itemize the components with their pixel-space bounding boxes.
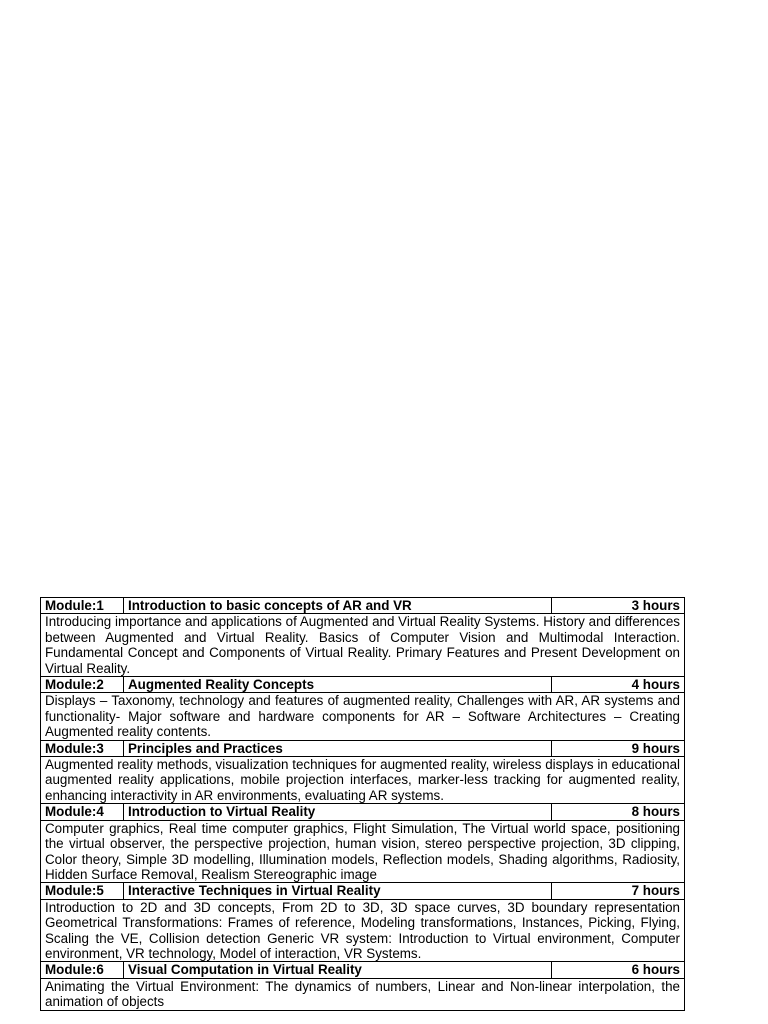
- module-title: Introduction to basic concepts of AR and VR: [124, 598, 552, 614]
- module-title: Visual Computation in Virtual Reality: [124, 962, 552, 978]
- module-title: Introduction to Virtual Reality: [124, 804, 552, 820]
- module-title: Principles and Practices: [124, 740, 552, 756]
- module-content: Introducing importance and applications of Augmented and Virtual Reality Systems. History and differences between Augmented and Virtual Reality. Basics of Computer Vision and Multimodal Interaction. Fundamental Concept and Components of Virtual Reality. Primary Features and Present Development on Virtual Reality.: [41, 614, 685, 677]
- module-content-row: [41, 899, 685, 962]
- module-header-row: [41, 598, 685, 614]
- module-hours: 6 hours: [552, 962, 685, 978]
- module-content-row: [41, 978, 685, 1010]
- module-content: Augmented reality methods, visualization techniques for augmented reality, wireless displays in educational augmented reality applications, mobile projection interfaces, marker-less tracking for augmented reality, enhancing interactivity in AR environments, evaluating AR systems.: [41, 757, 685, 804]
- module-content: Introduction to 2D and 3D concepts, From 2D to 3D, 3D space curves, 3D boundary representation Geometrical Transformations: Frames of reference, Modeling transformations, Instances, Picking, Flying, Scaling the VE, Collision detection Generic VR system: Introduction to Virtual environment, Computer environment, VR technology, Model of interaction, VR Systems.: [41, 899, 685, 962]
- module-header-row: [41, 740, 685, 756]
- module-hours: 7 hours: [552, 883, 685, 899]
- module-content-row: [41, 757, 685, 804]
- module-header-row: [41, 883, 685, 899]
- module-number: Module:1: [41, 598, 124, 614]
- module-header-row: [41, 677, 685, 693]
- module-hours: 9 hours: [552, 740, 685, 756]
- module-number: Module:2: [41, 677, 124, 693]
- module-number: Module:6: [41, 962, 124, 978]
- module-content-row: [41, 820, 685, 883]
- module-hours: 8 hours: [552, 804, 685, 820]
- module-number: Module:3: [41, 740, 124, 756]
- module-hours: 3 hours: [552, 598, 685, 614]
- module-content: Displays – Taxonomy, technology and features of augmented reality, Challenges with AR, AR systems and functionality- Major software and hardware components for AR – Software Architectures – Creating Augmented reality contents.: [41, 693, 685, 740]
- module-content-row: [41, 614, 685, 677]
- module-header-row: [41, 962, 685, 978]
- module-number: Module:4: [41, 804, 124, 820]
- module-number: Module:5: [41, 883, 124, 899]
- module-content-row: [41, 693, 685, 740]
- module-content: Animating the Virtual Environment: The dynamics of numbers, Linear and Non-linear interpolation, the animation of objects: [41, 978, 685, 1010]
- module-title: Augmented Reality Concepts: [124, 677, 552, 693]
- module-header-row: [41, 804, 685, 820]
- module-hours: 4 hours: [552, 677, 685, 693]
- module-title: Interactive Techniques in Virtual Reality: [124, 883, 552, 899]
- module-content: Computer graphics, Real time computer graphics, Flight Simulation, The Virtual world space, positioning the virtual observer, the perspective projection, human vision, stereo perspective projection, 3D clipping, Color theory, Simple 3D modelling, Illumination models, Reflection models, Shading algorithms, Radiosity, Hidden Surface Removal, Realism Stereographic image: [41, 820, 685, 883]
- syllabus-table: [40, 597, 685, 1011]
